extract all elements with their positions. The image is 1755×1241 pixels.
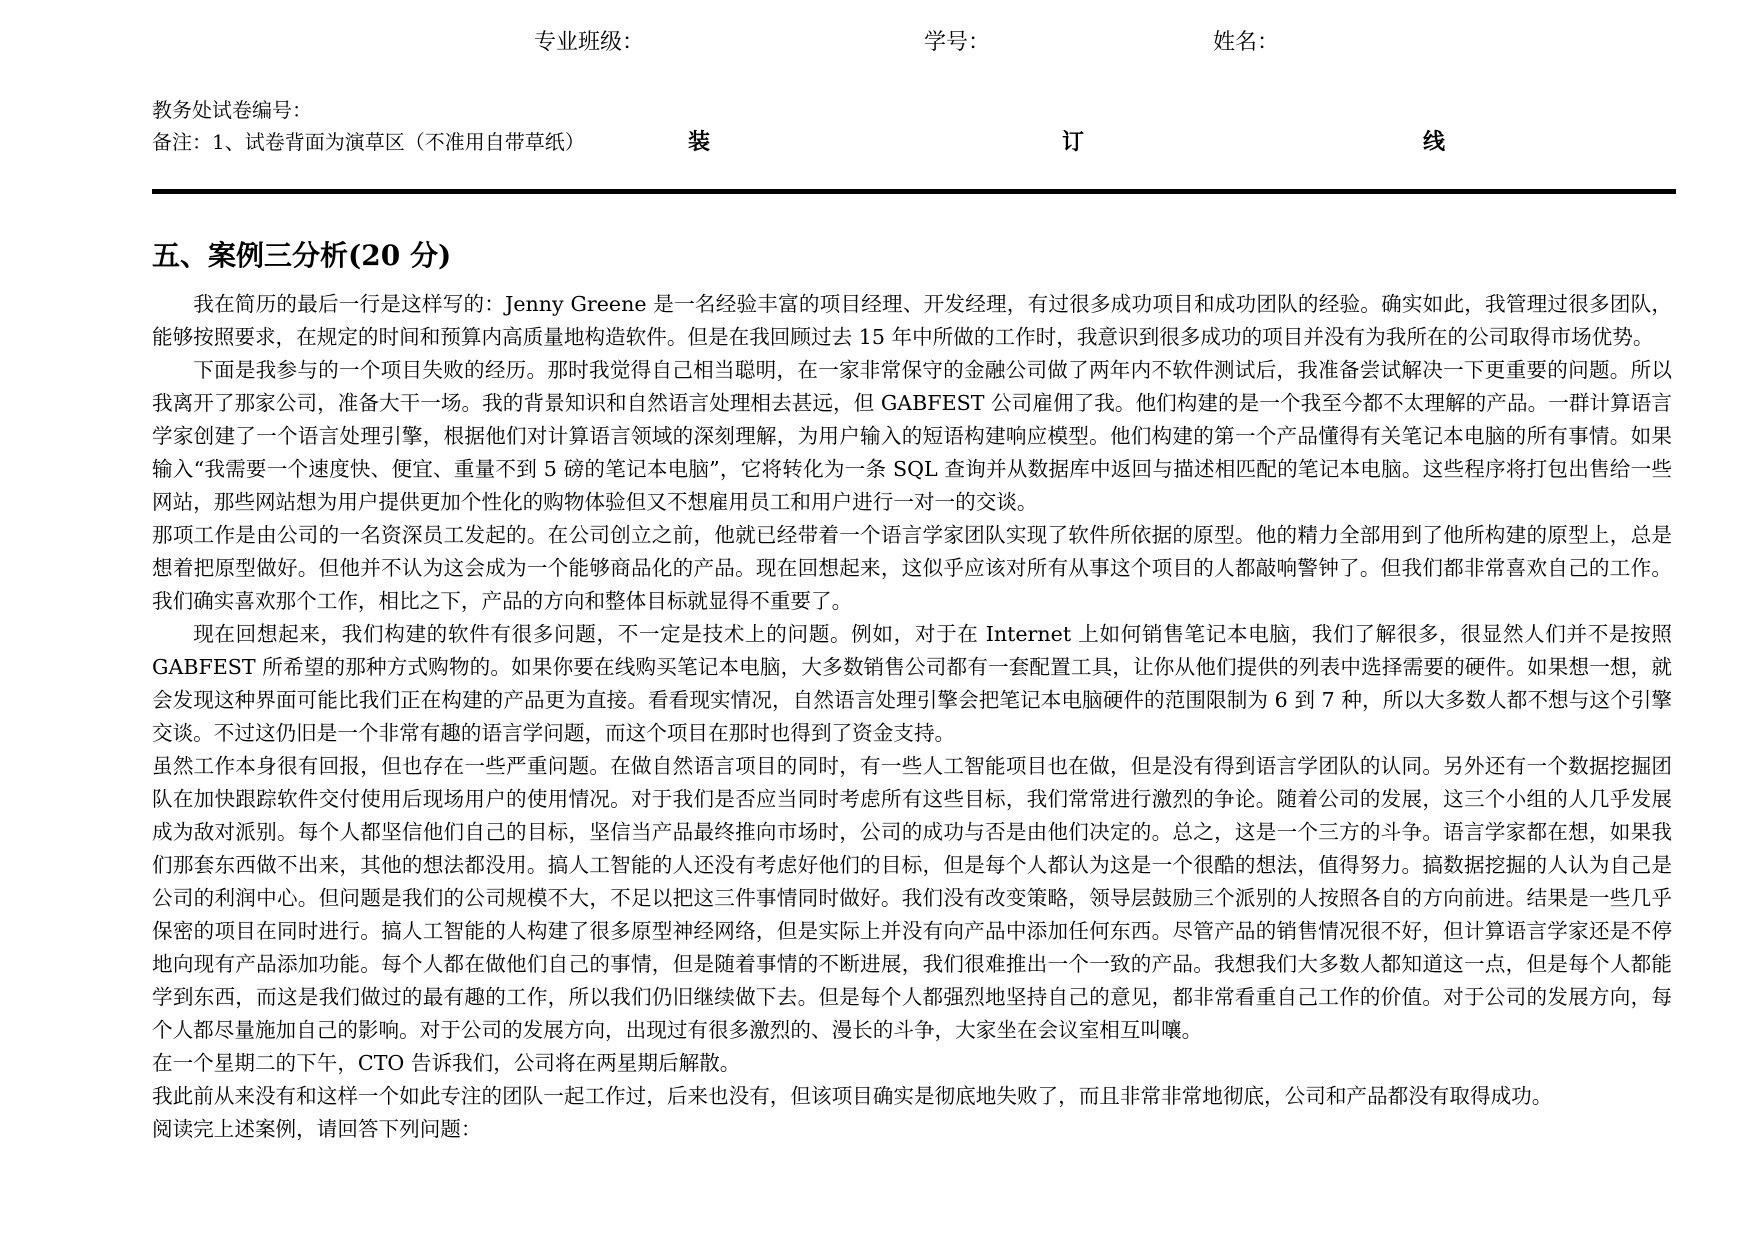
major-class-label: 专业班级： (534, 30, 645, 55)
case-question-prompt: 阅读完上述案例，请回答下列问题： (152, 1117, 482, 1141)
binding-char-ding: 订 (1062, 129, 1085, 155)
case-paragraph: 我此前从来没有和这样一个如此专注的团队一起工作过，后来也没有，但该项目确实是彻底地失败了，而且非常非常地彻底，公司和产品都没有取得成功。 (152, 1084, 1553, 1108)
binding-line (152, 189, 1676, 194)
exam-note: 备注：1、试卷背面为演草区（不准用自带草纸） (152, 130, 585, 154)
case-paragraph: 我在简历的最后一行是这样写的：Jenny Greene 是一名经验丰富的项目经理、开发经理，有过很多成功项目和成功团队的经验。确实如此，我管理过很多团队，能够按照要求，在规定的时间和预算内高质量地构造软件。但是在我回顾过去 15 年中所做的工作时，我意识到很多成功的项目并没有为我所在的公司取得市场优势。 (152, 292, 1672, 349)
case-paragraph: 现在回想起来，我们构建的软件有很多问题，不一定是技术上的问题。例如，对于在 Internet 上如何销售笔记本电脑，我们了解很多，很显然人们并不是按照 GABFEST 所希望的那种方式购物的。如果你要在线购买笔记本电脑，大多数销售公司都有一套配置工具，让你从他们提供的列表中选择需要的硬件。如果想一想，就会发现这种界面可能比我们正在构建的产品更为直接。看看现实情况，自然语言处理引擎会把笔记本电脑硬件的范围限制为 6 到 7 种，所以大多数人都不想与这个引擎交谈。不过这仍旧是一个非常有趣的语言学问题，而这个项目在那时也得到了资金支持。 (152, 622, 1672, 745)
student-id-label: 学号： (924, 30, 991, 55)
case-study-text (152, 288, 1672, 1146)
binding-char-zhuang: 装 (688, 129, 711, 155)
case-paragraph: 在一个星期二的下午，CTO 告诉我们，公司将在两星期后解散。 (152, 1051, 741, 1075)
case-paragraph: 虽然工作本身很有回报，但也存在一些严重问题。在做自然语言项目的同时，有一些人工智能项目也在做，但是没有得到语言学团队的认同。另外还有一个数据挖掘团队在加快跟踪软件交付使用后现场用户的使用情况。对于我们是否应当同时考虑所有这些目标，我们常常进行激烈的争论。随着公司的发展，这三个小组的人几乎发展成为敌对派别。每个人都坚信他们自己的目标，坚信当产品最终推向市场时，公司的成功与否是由他们决定的。总之，这是一个三方的斗争。语言学家都在想，如果我们那套东西做不出来，其他的想法都没用。搞人工智能的人还没有考虑好他们的目标，但是每个人都认为这是一个很酷的想法，值得努力。搞数据挖掘的人认为自己是公司的利润中心。但问题是我们的公司规模不大，不足以把这三件事情同时做好。我们没有改变策略，领导层鼓励三个派别的人按照各自的方向前进。结果是一些几乎保密的项目在同时进行。搞人工智能的人构建了很多原型神经网络，但是实际上并没有向产品中添加任何东西。尽管产品的销售情况很不好，但计算语言学家还是不停地向现有产品添加功能。每个人都在做他们自己的事情，但是随着事情的不断进展，我们很难推出一个一致的产品。我想我们大多数人都知道这一点，但是每个人都能学到东西，而这是我们做过的最有趣的工作，所以我们仍旧继续做下去。但是每个人都强烈地坚持自己的意见，都非常看重自己工作的价值。对于公司的发展方向，每个人都尽量施加自己的影响。对于公司的发展方向，出现过有很多激烈的、漫长的斗争，大家坐在会议室相互叫嚷。 (152, 754, 1672, 1042)
name-label: 姓名： (1213, 30, 1280, 55)
case-paragraph: 那项工作是由公司的一名资深员工发起的。在公司创立之前，他就已经带着一个语言学家团队实现了软件所依据的原型。他的精力全部用到了他所构建的原型上，总是想着把原型做好。但他并不认为这会成为一个能够商品化的产品。现在回想起来，这似乎应该对所有从事这个项目的人都敲响警钟了。但我们都非常喜欢自己的工作。我们确实喜欢那个工作，相比之下，产品的方向和整体目标就显得不重要了。 (152, 523, 1672, 613)
paper-number-label: 教务处试卷编号： (152, 98, 312, 122)
binding-char-xian: 线 (1423, 129, 1446, 155)
case-paragraph: 下面是我参与的一个项目失败的经历。那时我觉得自己相当聪明，在一家非常保守的金融公司做了两年内不软件测试后，我准备尝试解决一下更重要的问题。所以我离开了那家公司，准备大干一场。我的背景知识和自然语言处理相去甚远，但 GABFEST 公司雇佣了我。他们构建的是一个我至今都不太理解的产品。一群计算语言学家创建了一个语言处理引擎，根据他们对计算语言领域的深刻理解，为用户输入的短语构建响应模型。他们构建的第一个产品懂得有关笔记本电脑的所有事情。如果输入“我需要一个速度快、便宜、重量不到 5 磅的笔记本电脑”，它将转化为一条 SQL 查询并从数据库中返回与描述相匹配的笔记本电脑。这些程序将打包出售给一些网站，那些网站想为用户提供更加个性化的购物体验但又不想雇用员工和用户进行一对一的交谈。 (152, 358, 1672, 514)
section-title: 五、案例三分析(20 分) (152, 239, 452, 272)
